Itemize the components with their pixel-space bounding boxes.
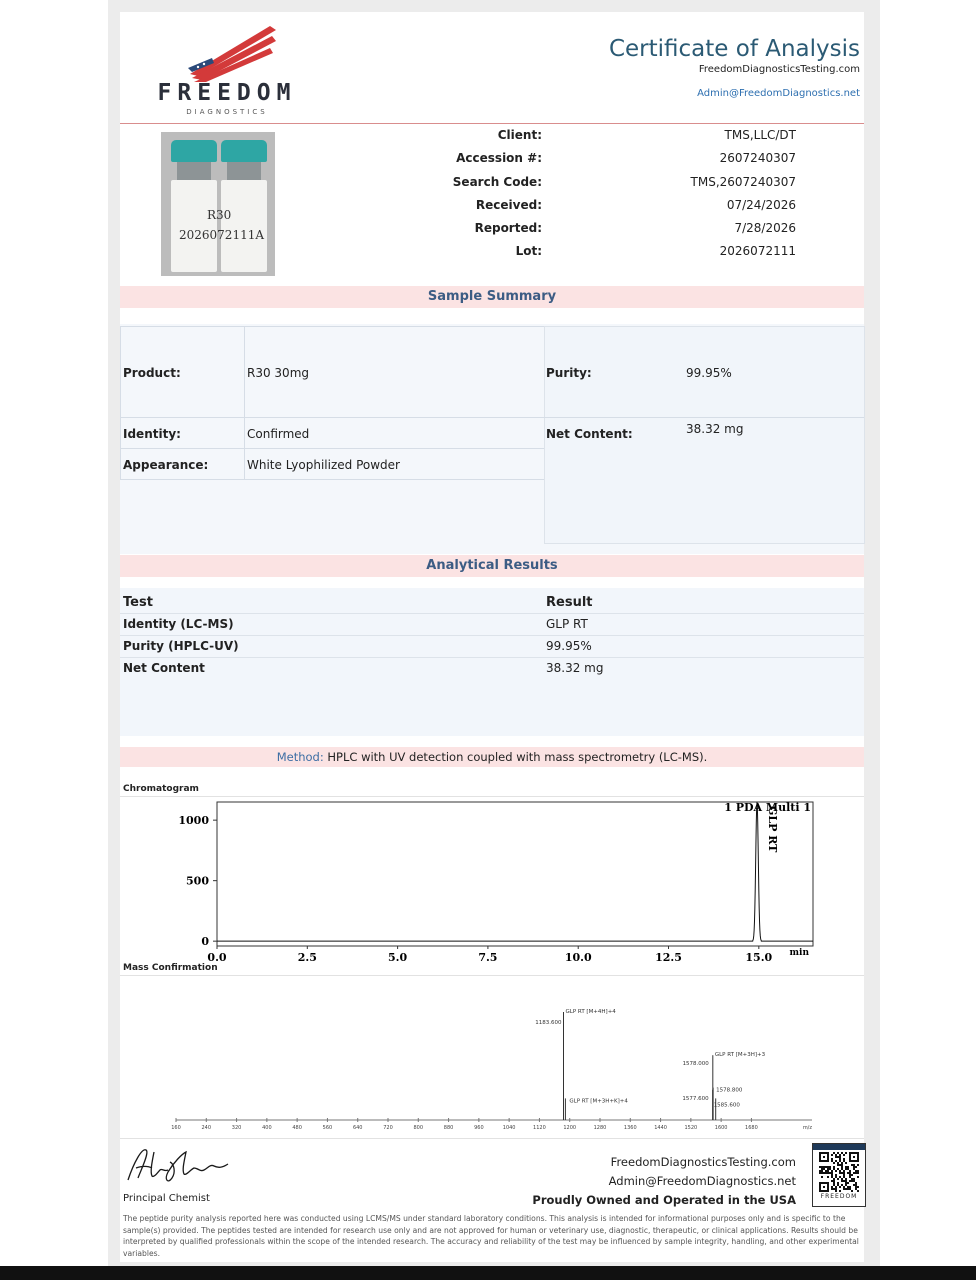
- product-value: R30 30mg: [247, 366, 309, 380]
- qr-module: [851, 1190, 853, 1192]
- qr-module: [851, 1174, 853, 1176]
- qr-label: FREEDOM: [820, 1193, 858, 1200]
- mass-peak-mz-label: 1577.600: [682, 1095, 709, 1102]
- summary-grid-line: [120, 326, 121, 479]
- results-value-net-content: 38.32 mg: [546, 661, 604, 675]
- qr-module: [825, 1166, 827, 1168]
- qr-module: [857, 1176, 859, 1178]
- qr-module: [855, 1186, 857, 1188]
- y-tick-label: 500: [186, 874, 209, 888]
- results-value-purity: 99.95%: [546, 639, 592, 653]
- qr-module: [843, 1186, 845, 1188]
- qr-module: [831, 1188, 833, 1190]
- qr-module: [835, 1176, 837, 1178]
- freedom-logo: [152, 22, 302, 122]
- x-tick-label: 15.0: [745, 951, 773, 964]
- logo-subtitle: DIAGNOSTICS: [186, 108, 268, 116]
- qr-finder-dot: [823, 1156, 825, 1158]
- qr-module: [833, 1184, 835, 1186]
- net-content-value: 38.32 mg: [686, 422, 744, 436]
- qr-module: [849, 1174, 851, 1176]
- sample-summary-heading: Sample Summary: [120, 286, 864, 308]
- qr-module: [833, 1168, 835, 1170]
- qr-module: [849, 1188, 851, 1190]
- info-value-received: 07/24/2026: [726, 198, 796, 212]
- purity-label: Purity:: [546, 366, 592, 380]
- qr-module: [835, 1188, 837, 1190]
- method-banner: [120, 747, 864, 767]
- qr-module: [837, 1184, 839, 1186]
- qr-module: [849, 1172, 851, 1174]
- qr-module: [855, 1166, 857, 1168]
- qr-module: [847, 1172, 849, 1174]
- qr-module: [831, 1160, 833, 1162]
- page-title: Certificate of Analysis: [608, 36, 860, 62]
- mass-x-tick-label: 720: [383, 1125, 393, 1131]
- header-website[interactable]: FreedomDiagnosticsTesting.com: [698, 64, 860, 75]
- method-key: Method:: [276, 750, 324, 764]
- qr-module: [819, 1166, 821, 1168]
- qr-module: [831, 1174, 833, 1176]
- mass-x-tick-label: 1600: [714, 1125, 728, 1131]
- qr-module: [843, 1154, 845, 1156]
- appearance-value: White Lyophilized Powder: [247, 458, 400, 472]
- signature-drawing: [124, 1142, 234, 1188]
- chromatogram-legend: 1 PDA Multi 1: [724, 801, 811, 814]
- identity-value: Confirmed: [247, 427, 310, 441]
- qr-module: [829, 1172, 831, 1174]
- qr-module: [857, 1164, 859, 1166]
- qr-module: [845, 1182, 847, 1184]
- x-tick-label: 0.0: [207, 951, 227, 964]
- mass-peak-mz-label: 1578.800: [716, 1087, 743, 1094]
- mass-peak-name-label: GLP RT [M+4H]+4: [565, 1009, 616, 1015]
- qr-module: [843, 1172, 845, 1174]
- qr-finder-dot: [853, 1156, 855, 1158]
- mass-x-tick-label: 240: [201, 1125, 212, 1131]
- qr-code-icon: [819, 1152, 859, 1192]
- x-tick-label: 2.5: [297, 951, 317, 964]
- qr-module: [837, 1182, 839, 1184]
- results-value-identity: GLP RT: [546, 617, 588, 631]
- qr-module: [843, 1170, 845, 1172]
- qr-module: [831, 1172, 833, 1174]
- qr-module: [855, 1172, 857, 1174]
- qr-module: [823, 1172, 825, 1174]
- qr-module: [855, 1184, 857, 1186]
- qr-module: [853, 1166, 855, 1168]
- qr-module: [853, 1172, 855, 1174]
- mass-spectrum-chart: [120, 980, 864, 1130]
- qr-module: [831, 1158, 833, 1160]
- vial-label-line2: 2026072111A: [179, 228, 265, 242]
- qr-module: [841, 1168, 843, 1170]
- qr-module: [829, 1166, 831, 1168]
- mass-x-unit: m/z: [802, 1125, 812, 1131]
- qr-module: [849, 1170, 851, 1172]
- analytical-results-heading: Analytical Results: [120, 555, 864, 577]
- info-value-accession: 2607240307: [719, 151, 796, 165]
- certificate-page: [120, 12, 864, 1262]
- qr-module: [841, 1180, 843, 1182]
- mass-peak-name-label: GLP RT [M+3H+K]+4: [569, 1098, 628, 1105]
- qr-code-badge[interactable]: [812, 1143, 866, 1207]
- qr-module: [833, 1188, 835, 1190]
- flag-wing-icon: [152, 22, 302, 82]
- info-label-lot: Lot:: [515, 244, 542, 258]
- analytical-results-panel: [120, 588, 864, 736]
- chromatogram-chart: [120, 798, 864, 964]
- qr-module: [839, 1154, 841, 1156]
- net-content-label: Net Content:: [546, 427, 633, 441]
- mass-x-tick-label: 1200: [563, 1125, 577, 1131]
- qr-module: [845, 1168, 847, 1170]
- qr-module: [853, 1184, 855, 1186]
- qr-module: [853, 1180, 855, 1182]
- chromatogram-frame: [217, 802, 813, 946]
- summary-grid-line: [120, 326, 544, 327]
- vial-right: [221, 140, 267, 272]
- mass-peak-mz-label: 1578.000: [682, 1061, 709, 1068]
- mass-divider: [120, 975, 864, 976]
- mass-x-tick-label: 480: [292, 1125, 302, 1131]
- qr-module: [829, 1168, 831, 1170]
- identity-label: Identity:: [123, 427, 181, 441]
- qr-module: [823, 1168, 825, 1170]
- qr-module: [857, 1186, 859, 1188]
- qr-module: [847, 1186, 849, 1188]
- qr-module: [841, 1184, 843, 1186]
- qr-module: [831, 1176, 833, 1178]
- qr-module: [833, 1166, 835, 1168]
- qr-module: [837, 1156, 839, 1158]
- qr-module: [821, 1176, 823, 1178]
- mass-confirmation-title: Mass Confirmation: [123, 963, 218, 973]
- qr-module: [845, 1180, 847, 1182]
- info-label-reported: Reported:: [474, 221, 542, 235]
- qr-module: [835, 1190, 837, 1192]
- qr-module: [827, 1170, 829, 1172]
- results-test-purity: Purity (HPLC-UV): [123, 639, 239, 653]
- results-row-divider: [120, 657, 864, 658]
- info-label-client: Client:: [497, 128, 542, 142]
- qr-module: [837, 1152, 839, 1154]
- qr-module: [835, 1160, 837, 1162]
- qr-module: [819, 1170, 821, 1172]
- chemist-title: Principal Chemist: [123, 1193, 210, 1204]
- qr-module: [833, 1162, 835, 1164]
- x-unit-label: min: [789, 948, 809, 958]
- mass-x-tick-label: 880: [443, 1125, 454, 1131]
- qr-module: [827, 1176, 829, 1178]
- qr-module: [841, 1162, 843, 1164]
- qr-module: [837, 1168, 839, 1170]
- qr-module: [835, 1186, 837, 1188]
- qr-module: [851, 1178, 853, 1180]
- info-label-search-code: Search Code:: [452, 175, 542, 189]
- qr-module: [853, 1178, 855, 1180]
- summary-grid-line: [120, 479, 544, 480]
- chromatogram-divider: [120, 796, 864, 797]
- header-divider: [120, 123, 864, 124]
- qr-module: [831, 1170, 833, 1172]
- footer-owned-statement: Proudly Owned and Operated in the USA: [532, 1193, 796, 1207]
- qr-module: [847, 1188, 849, 1190]
- qr-module: [845, 1178, 847, 1180]
- footer-divider: [120, 1138, 864, 1139]
- results-col-result: Result: [546, 595, 593, 610]
- qr-finder-dot: [823, 1186, 825, 1188]
- x-tick-label: 7.5: [478, 951, 498, 964]
- qr-module: [831, 1180, 833, 1182]
- logo-wordmark: FREEDOM: [157, 80, 297, 106]
- qr-module: [853, 1168, 855, 1170]
- results-test-identity: Identity (LC-MS): [123, 617, 234, 631]
- qr-module: [845, 1184, 847, 1186]
- vial-photo: [161, 132, 275, 276]
- qr-module: [837, 1164, 839, 1166]
- qr-module: [833, 1180, 835, 1182]
- qr-module: [857, 1190, 859, 1192]
- qr-module: [839, 1164, 841, 1166]
- qr-module: [835, 1170, 837, 1172]
- footer-email[interactable]: Admin@FreedomDiagnostics.net: [608, 1174, 796, 1188]
- qr-module: [849, 1186, 851, 1188]
- summary-grid-line: [120, 417, 864, 418]
- qr-module: [855, 1170, 857, 1172]
- y-tick-label: 0: [201, 935, 209, 949]
- info-value-search-code: TMS,2607240307: [690, 175, 796, 189]
- qr-module: [845, 1152, 847, 1154]
- mass-x-tick-label: 560: [322, 1125, 333, 1131]
- qr-module: [843, 1176, 845, 1178]
- qr-module: [847, 1182, 849, 1184]
- qr-module: [855, 1188, 857, 1190]
- qr-module: [819, 1172, 821, 1174]
- mass-x-tick-label: 1680: [745, 1125, 758, 1131]
- qr-module: [839, 1176, 841, 1178]
- viewer-background-left: [0, 0, 108, 1280]
- qr-module: [825, 1172, 827, 1174]
- mass-x-tick-label: 960: [474, 1125, 484, 1131]
- mass-peak-mz-label: 1585.600: [713, 1102, 740, 1109]
- qr-module: [821, 1170, 823, 1172]
- qr-module: [835, 1174, 837, 1176]
- info-label-received: Received:: [475, 198, 542, 212]
- qr-module: [821, 1172, 823, 1174]
- viewer-bottom-bar: [0, 1266, 976, 1280]
- disclaimer-text: The peptide purity analysis reported here was conducted using LCMS/MS under standard laboratory conditions. This analysis is intended for informational purposes only and is specific to the sample(s) provided. The peptides tested are intended for research use only and are not approved for human or veterinary use, diagnostic, therapeutic, or clinical applications. Results should be interpreted by qualified professionals within the scope of the intended research. The accuracy and reliability of the test may be influenced by sample integrity, handling, and other experimental variables.: [123, 1214, 859, 1258]
- qr-module: [855, 1182, 857, 1184]
- qr-module: [851, 1180, 853, 1182]
- mass-x-tick-label: 640: [352, 1125, 363, 1131]
- qr-module: [839, 1160, 841, 1162]
- mass-x-tick-label: 1040: [502, 1125, 516, 1131]
- qr-module: [839, 1158, 841, 1160]
- mass-x-tick-label: 160: [171, 1125, 181, 1131]
- y-tick-label: 1000: [178, 814, 209, 828]
- qr-module: [853, 1164, 855, 1166]
- qr-module: [839, 1190, 841, 1192]
- mass-x-tick-label: 1440: [654, 1125, 667, 1131]
- info-value-reported: 7/28/2026: [734, 221, 796, 235]
- qr-module: [827, 1168, 829, 1170]
- qr-module: [847, 1166, 849, 1168]
- qr-module: [847, 1168, 849, 1170]
- qr-module: [833, 1178, 835, 1180]
- mass-x-tick-label: 1520: [684, 1125, 698, 1131]
- qr-module: [843, 1180, 845, 1182]
- info-value-lot: 2026072111: [719, 244, 796, 258]
- chromatogram-title: Chromatogram: [123, 784, 199, 794]
- purity-value: 99.95%: [686, 366, 732, 380]
- peak-label: GLP RT: [766, 806, 780, 853]
- qr-module: [823, 1166, 825, 1168]
- qr-module: [831, 1186, 833, 1188]
- header-email[interactable]: Admin@FreedomDiagnostics.net: [697, 88, 860, 99]
- qr-module: [837, 1178, 839, 1180]
- mass-x-tick-label: 320: [231, 1125, 242, 1131]
- qr-module: [821, 1166, 823, 1168]
- mass-x-tick-label: 800: [413, 1125, 424, 1131]
- qr-module: [841, 1172, 843, 1174]
- vial-label-line1: R30: [207, 208, 232, 222]
- chromatogram-trace: [217, 802, 813, 941]
- qr-module: [839, 1186, 841, 1188]
- x-tick-label: 10.0: [564, 951, 592, 964]
- qr-module: [843, 1174, 845, 1176]
- mass-peak-mz-label: 1183.600: [535, 1020, 562, 1026]
- qr-module: [835, 1156, 837, 1158]
- qr-module: [841, 1166, 843, 1168]
- qr-module: [839, 1170, 841, 1172]
- x-tick-label: 12.5: [655, 951, 682, 964]
- qr-module: [857, 1170, 859, 1172]
- results-col-test: Test: [123, 595, 153, 610]
- qr-module: [843, 1158, 845, 1160]
- qr-module: [845, 1188, 847, 1190]
- qr-module: [845, 1162, 847, 1164]
- qr-module: [837, 1162, 839, 1164]
- qr-module: [841, 1178, 843, 1180]
- summary-grid-line: [120, 448, 544, 449]
- results-test-net-content: Net Content: [123, 661, 205, 675]
- results-row-divider: [120, 613, 864, 614]
- qr-module: [827, 1172, 829, 1174]
- qr-module: [841, 1152, 843, 1154]
- appearance-label: Appearance:: [123, 458, 209, 472]
- mass-x-tick-label: 1280: [593, 1125, 607, 1131]
- qr-module: [833, 1152, 835, 1154]
- mass-x-tick-label: 1120: [533, 1125, 546, 1131]
- signature: [124, 1142, 234, 1188]
- qr-module: [843, 1160, 845, 1162]
- qr-module: [857, 1172, 859, 1174]
- mass-x-tick-label: 1360: [623, 1125, 637, 1131]
- method-text: HPLC with UV detection coupled with mass spectrometry (LC-MS).: [323, 750, 708, 764]
- results-row-divider: [120, 635, 864, 636]
- qr-module: [821, 1168, 823, 1170]
- info-label-accession: Accession #:: [456, 151, 542, 165]
- qr-module: [835, 1154, 837, 1156]
- qr-module: [825, 1170, 827, 1172]
- summary-grid-line: [244, 326, 245, 479]
- qr-module: [831, 1154, 833, 1156]
- qr-module: [833, 1182, 835, 1184]
- qr-module: [845, 1166, 847, 1168]
- qr-module: [843, 1188, 845, 1190]
- qr-module: [841, 1164, 843, 1166]
- qr-module: [849, 1180, 851, 1182]
- info-value-client: TMS,LLC/DT: [724, 128, 796, 142]
- qr-module: [839, 1156, 841, 1158]
- x-tick-label: 5.0: [388, 951, 408, 964]
- qr-header-bar: [813, 1144, 865, 1150]
- qr-module: [827, 1166, 829, 1168]
- vial-left: [171, 140, 217, 272]
- qr-module: [839, 1172, 841, 1174]
- mass-peak-name-label: GLP RT [M+3H]+3: [714, 1052, 766, 1059]
- footer-website[interactable]: FreedomDiagnosticsTesting.com: [610, 1155, 796, 1169]
- product-label: Product:: [123, 366, 181, 380]
- qr-module: [849, 1176, 851, 1178]
- qr-module: [851, 1164, 853, 1166]
- mass-x-tick-label: 400: [262, 1125, 272, 1131]
